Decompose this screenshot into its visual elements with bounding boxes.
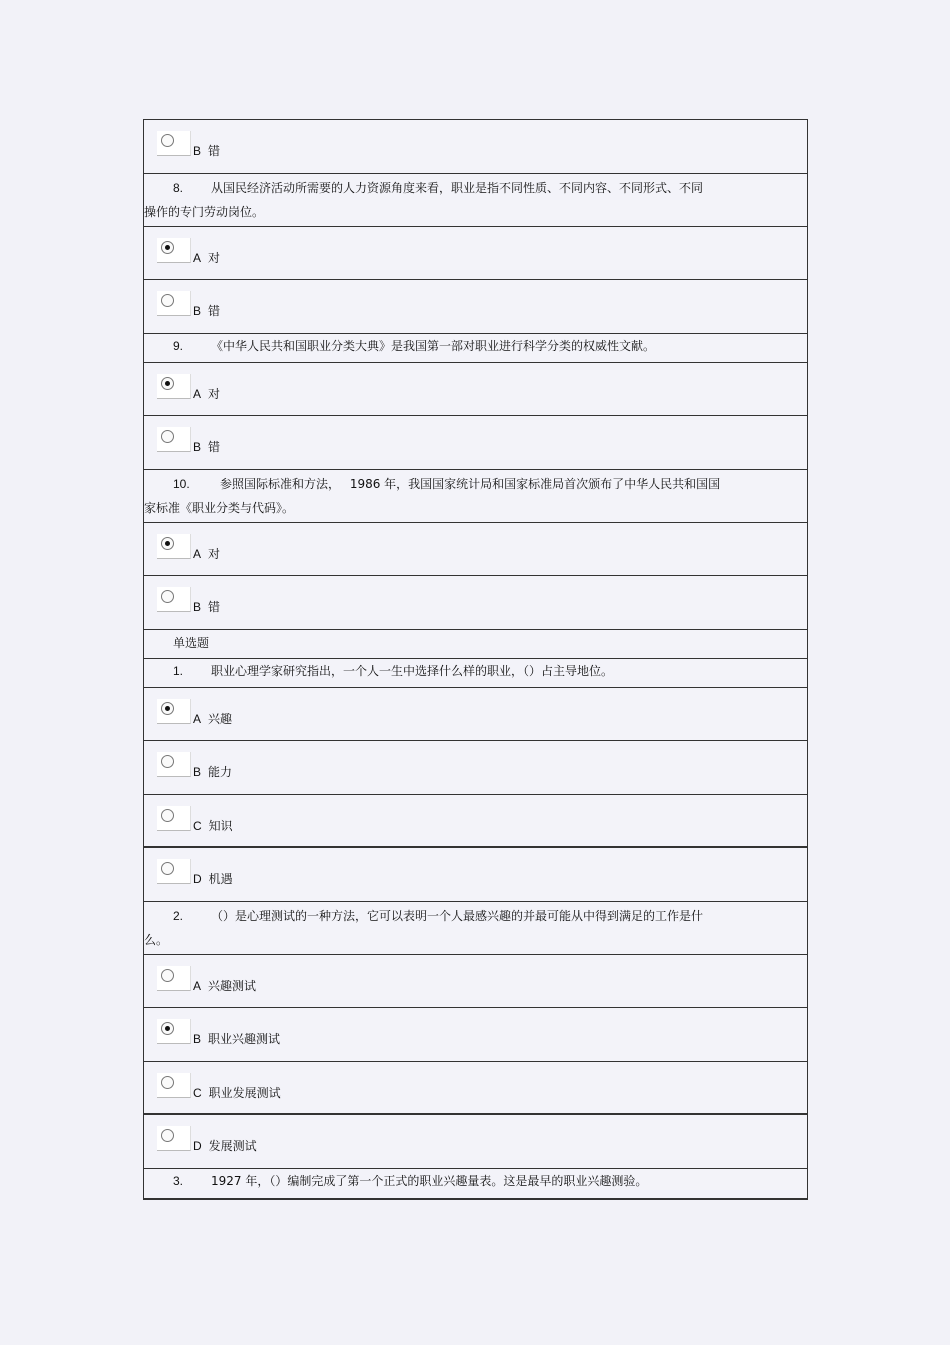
option-text: 错 (208, 144, 221, 158)
radio-selected-icon[interactable] (161, 537, 174, 550)
option-label (193, 302, 220, 319)
answer-option-row (144, 1115, 807, 1169)
answer-option-row (144, 848, 807, 902)
option-text: 兴趣 (208, 711, 233, 726)
question-text: 1927 年，（）编制完成了第一个正式的职业兴趣量表。这是最早的职业兴趣测验。 (211, 1173, 648, 1188)
option-letter: B (193, 600, 202, 614)
question-line (144, 472, 807, 496)
question-line (144, 334, 807, 359)
radio-button-frame[interactable] (157, 752, 191, 777)
question-row (144, 334, 807, 363)
option-text: 对 (208, 250, 221, 265)
radio-selected-icon[interactable] (161, 1022, 174, 1035)
option-letter: A (193, 386, 202, 401)
answer-option-row (144, 280, 807, 334)
radio-unselected-icon[interactable] (161, 294, 174, 307)
question-number: 2. (173, 908, 184, 923)
question-number: 3. (173, 1173, 184, 1188)
question-text-continued: 家标准《职业分类与代码》。 (144, 500, 295, 515)
section-heading: 单选题 (144, 630, 807, 659)
option-text: 职业发展测试 (208, 1085, 281, 1100)
option-letter: A (193, 978, 202, 993)
option-letter: B (193, 144, 202, 158)
option-text: 兴趣测试 (208, 978, 257, 993)
option-label (193, 249, 220, 266)
question-row (144, 659, 807, 688)
option-letter: D (193, 1139, 202, 1153)
option-text: 能力 (208, 765, 233, 779)
question-text: 职业心理学家研究指出，一个人一生中选择什么样的职业，（）占主导地位。 (211, 663, 614, 678)
answer-option-row (144, 741, 807, 795)
question-text: 《中华人民共和国职业分类大典》是我国第一部对职业进行科学分类的权威性文献。 (211, 338, 656, 353)
radio-button-frame[interactable] (157, 427, 191, 452)
option-text: 机遇 (208, 872, 233, 886)
answer-option-row (144, 120, 807, 174)
option-label (193, 1084, 281, 1101)
radio-button-frame[interactable] (157, 1126, 191, 1151)
option-label (193, 438, 220, 455)
question-number: 9. (173, 338, 184, 353)
option-text: 对 (208, 386, 221, 401)
radio-selected-icon[interactable] (161, 702, 174, 715)
option-label (193, 870, 233, 887)
option-letter: B (193, 1032, 202, 1046)
option-text: 错 (208, 304, 221, 318)
option-label (193, 1030, 280, 1047)
question-row (144, 1169, 807, 1198)
radio-unselected-icon[interactable] (161, 755, 174, 768)
answer-option-row (144, 1062, 807, 1116)
question-row (144, 174, 807, 227)
option-letter: C (193, 818, 202, 833)
question-text-continued: 操作的专门劳动岗位。 (144, 204, 265, 219)
question-text: 参照国际标准和方法， 1986 年，我国国家统计局和国家标准局首次颁布了中华人民共和国国 (220, 476, 721, 491)
question-text: （）是心理测试的一种方法，它可以表明一个人最感兴趣的并最可能从中得到满足的工作是什 (211, 908, 704, 923)
radio-unselected-icon[interactable] (161, 430, 174, 443)
radio-button-frame[interactable] (157, 966, 191, 991)
radio-button-frame[interactable] (157, 238, 191, 263)
radio-unselected-icon[interactable] (161, 969, 174, 982)
option-letter: B (193, 440, 202, 454)
answer-option-row (144, 955, 807, 1009)
answer-option-row (144, 688, 807, 742)
question-row (144, 470, 807, 523)
answer-option-row (144, 523, 807, 577)
answer-option-row (144, 795, 807, 849)
radio-unselected-icon[interactable] (161, 862, 174, 875)
question-number: 8. (173, 180, 184, 195)
option-label (193, 545, 220, 562)
radio-button-frame[interactable] (157, 131, 191, 156)
radio-selected-icon[interactable] (161, 377, 174, 390)
option-letter: B (193, 304, 202, 318)
option-label (193, 763, 232, 780)
radio-button-frame[interactable] (157, 374, 191, 399)
radio-button-frame[interactable] (157, 699, 191, 724)
option-label (193, 710, 232, 727)
answer-option-row (144, 227, 807, 281)
question-text-continued: 么。 (144, 932, 169, 947)
option-text: 错 (208, 600, 221, 614)
option-label (193, 385, 220, 402)
option-label (193, 1137, 257, 1154)
radio-unselected-icon[interactable] (161, 1129, 174, 1142)
option-text: 职业兴趣测试 (208, 1032, 281, 1046)
radio-button-frame[interactable] (157, 806, 191, 831)
question-line (144, 659, 807, 684)
option-letter: D (193, 872, 202, 886)
answer-option-row (144, 363, 807, 417)
option-text: 发展测试 (208, 1139, 257, 1153)
question-row (144, 902, 807, 955)
question-text: 从国民经济活动所需要的人力资源角度来看，职业是指不同性质、不同内容、不同形式、不同 (211, 180, 704, 195)
answer-option-row (144, 576, 807, 630)
radio-button-frame[interactable] (157, 587, 191, 612)
radio-button-frame[interactable] (157, 534, 191, 559)
option-letter: B (193, 765, 202, 779)
option-letter: A (193, 711, 202, 726)
question-line (144, 904, 807, 928)
option-label (193, 598, 220, 615)
radio-selected-icon[interactable] (161, 241, 174, 254)
option-label (193, 977, 256, 994)
radio-button-frame[interactable] (157, 859, 191, 884)
radio-unselected-icon[interactable] (161, 809, 174, 822)
option-letter: C (193, 1085, 202, 1100)
radio-button-frame[interactable] (157, 1073, 191, 1098)
answer-option-row (144, 1008, 807, 1062)
option-text: 对 (208, 546, 221, 561)
radio-button-frame[interactable] (157, 291, 191, 316)
radio-unselected-icon[interactable] (161, 1076, 174, 1089)
option-text: 错 (208, 440, 221, 454)
radio-unselected-icon[interactable] (161, 134, 174, 147)
radio-button-frame[interactable] (157, 1019, 191, 1044)
radio-unselected-icon[interactable] (161, 590, 174, 603)
option-letter: A (193, 546, 202, 561)
question-number: 1. (173, 663, 184, 678)
question-number: 10. (173, 476, 190, 491)
option-text: 知识 (208, 818, 233, 833)
option-label (193, 817, 233, 834)
question-line (144, 176, 807, 200)
question-line (144, 1169, 807, 1194)
option-label (193, 142, 220, 159)
option-letter: A (193, 250, 202, 265)
answer-option-row (144, 416, 807, 470)
quiz-table (143, 119, 808, 1200)
